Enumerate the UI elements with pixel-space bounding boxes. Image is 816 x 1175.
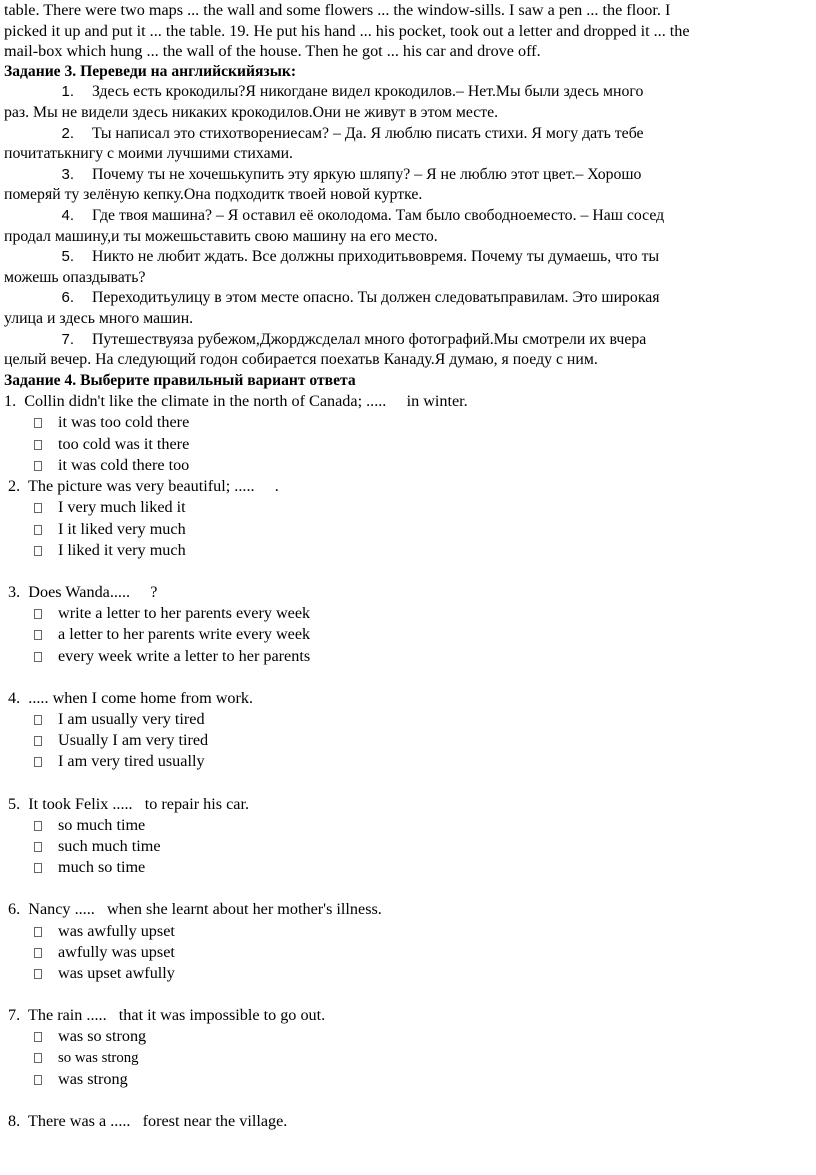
item-number: 5. [61, 248, 74, 266]
question-text: 6. Nancy ..... when she learnt about her mother's illness. [4, 900, 382, 919]
checkbox-icon[interactable] [34, 821, 42, 831]
item-text: Переходитьулицу в этом месте опасно. Ты должен следоватьправилам. Это широкая [92, 289, 660, 307]
option-label: Usually I am very tired [58, 731, 209, 750]
task4-heading: Задание 4. Выберите правильный вариант ответа [4, 371, 356, 389]
task3-heading: Задание 3. Переведи на английскийязык: [4, 62, 297, 80]
item-number: 4. [61, 206, 74, 224]
option-label: so much time [58, 815, 146, 834]
option-label: it was cold there too [58, 455, 190, 474]
translation-item [4, 206, 812, 247]
item-number: 3. [61, 165, 74, 183]
option-label: too cold was it there [58, 434, 190, 453]
checkbox-icon[interactable] [34, 652, 42, 662]
spacer [4, 984, 812, 1005]
answer-option[interactable] [4, 434, 812, 455]
spacer [4, 667, 812, 688]
option-label: I very much liked it [58, 498, 186, 517]
question-text: 5. It took Felix ..... to repair his car. [4, 794, 250, 813]
item-text-continued: раз. Мы не видели здесь никаких крокодилов.Они не живут в этом месте. [4, 103, 499, 121]
option-label: such much time [58, 836, 161, 855]
answer-option[interactable] [4, 455, 812, 476]
item-text-continued: целый вечер. На следующий годон собирается поехатьв Канаду.Я думаю, я поеду с ним. [4, 351, 598, 369]
option-label: was awfully upset [58, 921, 175, 940]
checkbox-icon[interactable] [34, 1053, 42, 1063]
checkbox-icon[interactable] [34, 609, 42, 619]
document-page [4, 0, 812, 1132]
translation-item [4, 82, 812, 123]
option-label: was upset awfully [58, 963, 175, 982]
translation-item [4, 247, 812, 288]
item-text-continued: почитатькнигу с моими лучшими стихами. [4, 145, 293, 163]
checkbox-icon[interactable] [34, 842, 42, 852]
translation-item [4, 165, 812, 206]
checkbox-icon[interactable] [34, 418, 42, 428]
item-text-continued: продал машину,и ты можешьставить свою машину на его место. [4, 227, 438, 245]
option-label: much so time [58, 858, 146, 877]
intro-paragraph [4, 0, 812, 62]
answer-option[interactable] [4, 963, 812, 984]
option-label: write a letter to her parents every week [58, 604, 311, 623]
item-number: 2. [61, 124, 74, 142]
answer-option[interactable] [4, 709, 812, 730]
intro-line: table. There were two maps ... the wall and some flowers ... the window-sills. I saw a pen ... the floor. I [4, 1, 671, 19]
answer-option[interactable] [4, 646, 812, 667]
answer-option[interactable] [4, 519, 812, 540]
checkbox-icon[interactable] [34, 630, 42, 640]
option-label: a letter to her parents write every week [58, 625, 311, 644]
answer-option[interactable] [4, 624, 812, 645]
question-text: 1. Collin didn't like the climate in the north of Canada; ..... in winter. [4, 392, 468, 411]
answer-option[interactable] [4, 857, 812, 878]
checkbox-icon[interactable] [34, 948, 42, 958]
answer-option[interactable] [4, 497, 812, 518]
checkbox-icon[interactable] [34, 927, 42, 937]
question-text: 3. Does Wanda..... ? [4, 582, 158, 601]
option-label: I am very tired usually [58, 752, 205, 771]
task4-list [4, 391, 812, 1132]
answer-option[interactable] [4, 836, 812, 857]
answer-option[interactable] [4, 751, 812, 772]
option-label: was strong [58, 1069, 128, 1088]
item-text: Здесь есть крокодилы?Я никогдане видел крокодилов.– Нет.Мы были здесь много [92, 83, 644, 101]
checkbox-icon[interactable] [34, 757, 42, 767]
checkbox-icon[interactable] [34, 715, 42, 725]
checkbox-icon[interactable] [34, 736, 42, 746]
checkbox-icon[interactable] [34, 1032, 42, 1042]
answer-option[interactable] [4, 1048, 812, 1069]
answer-option[interactable] [4, 921, 812, 942]
option-label: I liked it very much [58, 540, 186, 559]
item-text-continued: улица и здесь много машин. [4, 309, 194, 327]
question-text: 4. ..... when I come home from work. [4, 688, 254, 707]
item-text-continued: можешь опаздывать? [4, 268, 146, 286]
spacer [4, 878, 812, 899]
item-number: 7. [61, 330, 74, 348]
question-text: 8. There was a ..... forest near the village. [4, 1111, 288, 1130]
item-text-continued: померяй ту зелёную кепку.Она подходитк твоей новой куртке. [4, 186, 423, 204]
question-text: 7. The rain ..... that it was impossible to go out. [4, 1006, 326, 1025]
item-number: 1. [61, 83, 74, 101]
checkbox-icon[interactable] [34, 546, 42, 556]
item-text: Путешествуяза рубежом,Джорджсделал много фотографий.Мы смотрели их вчера [92, 330, 647, 348]
option-label: so was strong [58, 1049, 139, 1066]
checkbox-icon[interactable] [34, 1075, 42, 1085]
checkbox-icon[interactable] [34, 969, 42, 979]
option-label: was so strong [58, 1027, 147, 1046]
item-text: Никто не любит ждать. Все должны приходитьвовремя. Почему ты думаешь, что ты [92, 248, 660, 266]
answer-option[interactable] [4, 1069, 812, 1090]
option-label: every week write a letter to her parents [58, 646, 311, 665]
answer-option[interactable] [4, 412, 812, 433]
answer-option[interactable] [4, 540, 812, 561]
task3-list [4, 82, 812, 370]
answer-option[interactable] [4, 1026, 812, 1047]
item-text: Ты написал это стихотворениесам? – Да. Я люблю писать стихи. Я могу дать тебе [92, 124, 644, 142]
translation-item [4, 330, 812, 371]
spacer [4, 773, 812, 794]
answer-option[interactable] [4, 603, 812, 624]
answer-option[interactable] [4, 815, 812, 836]
intro-line: picked it up and put it ... the table. 19. He put his hand ... his pocket, took out a letter and dropped it ... the [4, 21, 690, 40]
intro-line: mail-box which hung ... the wall of the house. Then he got ... his car and drove off. [4, 42, 541, 61]
option-label: it was too cold there [58, 413, 190, 432]
item-text: Где твоя машина? – Я оставил её околодома. Там было свободноеместо. – Наш сосед [92, 206, 665, 224]
checkbox-icon[interactable] [34, 440, 42, 450]
answer-option[interactable] [4, 730, 812, 751]
checkbox-icon[interactable] [34, 461, 42, 471]
option-label: I it liked very much [58, 519, 186, 538]
checkbox-icon[interactable] [34, 863, 42, 873]
spacer [4, 1090, 812, 1111]
answer-option[interactable] [4, 942, 812, 963]
translation-item [4, 124, 812, 165]
spacer [4, 561, 812, 582]
question-text: 2. The picture was very beautiful; ..... . [4, 477, 279, 496]
item-number: 6. [61, 289, 74, 307]
translation-item [4, 288, 812, 329]
option-label: awfully was upset [58, 942, 175, 961]
checkbox-icon[interactable] [34, 525, 42, 535]
option-label: I am usually very tired [58, 709, 205, 728]
checkbox-icon[interactable] [34, 503, 42, 513]
item-text: Почему ты не хочешькупить эту яркую шляпу? – Я не люблю этот цвет.– Хорошо [92, 165, 642, 183]
